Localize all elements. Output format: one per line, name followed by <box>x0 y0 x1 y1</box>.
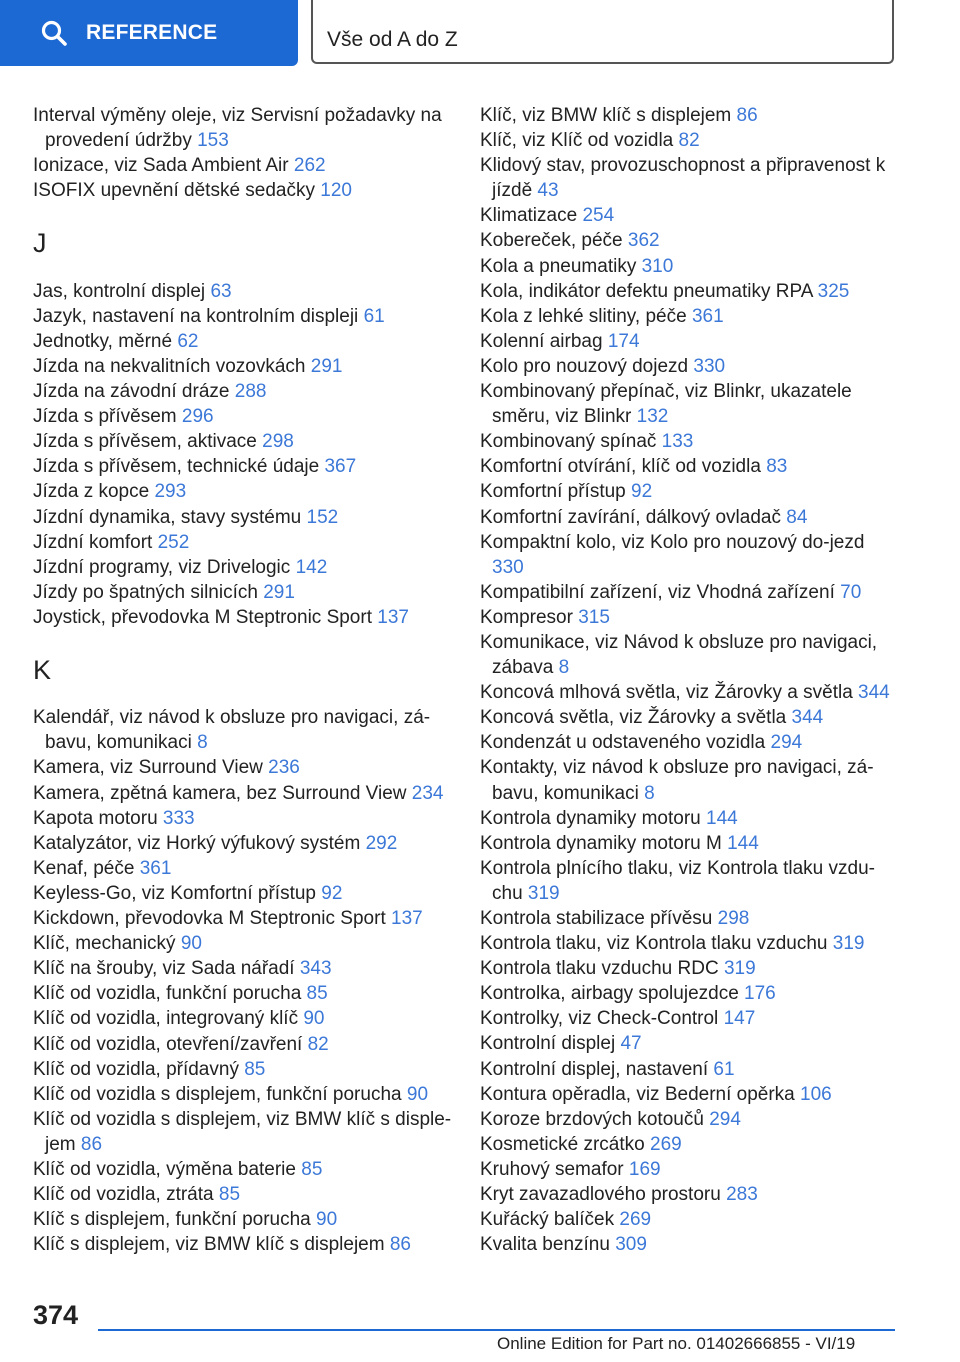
index-page-link[interactable]: 106 <box>800 1083 832 1105</box>
index-page-link[interactable]: 298 <box>717 908 750 929</box>
index-entry-text: Ionizace, viz Sada Ambient Air <box>33 155 289 177</box>
index-entry <box>480 429 900 454</box>
index-entry <box>33 580 453 605</box>
index-entry-text: Kontrola dynamiky motoru M <box>480 832 722 854</box>
index-page-link[interactable]: 85 <box>244 1058 266 1080</box>
index-entry <box>480 454 900 479</box>
index-page-link[interactable]: 144 <box>706 807 738 829</box>
reference-tab-label: REFERENCE <box>86 21 218 44</box>
index-page-link[interactable]: 82 <box>307 1033 329 1055</box>
index-entry <box>33 153 453 178</box>
index-entry <box>33 103 453 153</box>
index-entry-text: Kompresor <box>480 606 573 628</box>
index-page-link[interactable]: 343 <box>299 958 332 980</box>
index-page-link[interactable]: 85 <box>306 983 328 1005</box>
index-page-link[interactable]: 47 <box>620 1033 642 1055</box>
index-entry <box>480 279 900 304</box>
index-entry <box>480 153 900 203</box>
index-entry-text: Kontrolní displej <box>480 1033 616 1055</box>
index-entry <box>480 981 900 1006</box>
index-entry-text: Kenaf, péče <box>33 857 135 879</box>
index-page-link[interactable]: 309 <box>615 1234 647 1256</box>
index-entry <box>33 931 453 956</box>
index-entry-text: Kontrolní displej, nastavení <box>480 1058 709 1080</box>
index-entry <box>480 505 900 530</box>
index-entry-text: Komunikace, viz Návod k obsluze pro navigaci, zábava <box>480 631 878 679</box>
index-entry-text: Klíč od vozidla, otevření/zavření <box>33 1033 303 1055</box>
index-entry-text: Kamera, zpětná kamera, bez Surround View <box>33 782 407 804</box>
index-entry-text: Jazyk, nastavení na kontrolním displeji <box>33 305 359 327</box>
page-header <box>0 0 960 66</box>
index-page-link[interactable]: 330 <box>492 556 524 578</box>
index-entry-text: Kompatibilní zařízení, viz Vhodná zařízení <box>480 581 835 603</box>
index-page-link[interactable]: 90 <box>180 933 202 955</box>
index-page-link[interactable]: 254 <box>582 205 615 227</box>
index-entry <box>480 304 900 329</box>
index-entry <box>33 831 453 856</box>
index-entry-text: Klíč od vozidla, ztráta <box>33 1184 214 1206</box>
index-entry <box>480 906 900 931</box>
index-page-link[interactable]: 92 <box>321 882 343 904</box>
index-entry <box>33 479 453 504</box>
index-letter-heading: J <box>33 228 47 259</box>
index-entry <box>480 379 900 429</box>
index-entry <box>33 354 453 379</box>
index-entry-text: Kvalita benzínu <box>480 1234 610 1256</box>
index-entry-text: Klidový stav, provozuschopnost a připravenost k jízdě <box>480 155 886 202</box>
index-page-link[interactable]: 92 <box>631 481 653 503</box>
index-entry-text: Kamera, viz Surround View <box>33 757 263 779</box>
index-entry <box>480 530 900 580</box>
index-entry-text: Kontrola dynamiky motoru <box>480 807 701 829</box>
index-page-link[interactable]: 120 <box>320 180 352 202</box>
index-entry <box>33 555 453 580</box>
index-entry-text: Kuřácký balíček <box>480 1209 615 1231</box>
index-entry-text: Koncová světla, viz Žárovky a světla <box>480 707 787 729</box>
index-entry-text: Kombinovaný přepínač, viz Blinkr, ukazatele směru, viz Blinkr <box>480 381 852 428</box>
index-entry <box>33 755 453 780</box>
index-page-link[interactable]: 132 <box>636 406 669 428</box>
footer-edition: Online Edition for Part no. 01402666855 - VI/19 <box>497 1334 856 1353</box>
index-page-link[interactable]: 330 <box>693 355 726 377</box>
index-entry <box>480 630 900 680</box>
index-entry-text: Jízda s přívěsem, technické údaje <box>33 456 320 478</box>
index-entry <box>33 1207 453 1232</box>
index-entry-text: Koncová mlhová světla, viz Žárovky a světla <box>480 682 853 704</box>
index-page-link[interactable]: 236 <box>268 757 300 779</box>
index-entry <box>480 680 900 705</box>
index-entry-text: Klíč s displejem, funkční porucha <box>33 1209 311 1231</box>
index-page-link[interactable]: 252 <box>157 531 190 553</box>
index-entry <box>33 705 453 755</box>
index-entry <box>480 1057 900 1082</box>
index-entry-text: Klíč, viz Klíč od vozidla <box>480 130 674 152</box>
index-page-link[interactable]: 63 <box>210 280 232 302</box>
section-title-box <box>311 0 894 64</box>
index-page-link[interactable]: 325 <box>817 280 850 302</box>
index-entry <box>33 279 453 304</box>
index-page-link[interactable]: 153 <box>197 130 229 152</box>
index-page-link[interactable]: 174 <box>607 330 640 352</box>
index-entry <box>33 454 453 479</box>
index-entry-text: Jízdy po špatných silnicích <box>33 581 258 603</box>
index-entry <box>33 881 453 906</box>
index-page-link[interactable]: 137 <box>391 908 423 930</box>
index-entry-text: Jízdní programy, viz Drivelogic <box>33 556 291 578</box>
index-entry-text: Klíč od vozidla, přídavný <box>33 1058 239 1080</box>
index-entry-text: Kickdown, převodovka M Steptronic Sport <box>33 908 386 930</box>
index-page-link[interactable]: 291 <box>310 355 343 377</box>
index-entry <box>480 203 900 228</box>
index-entry-text: Koroze brzdových kotoučů <box>480 1108 704 1130</box>
index-page-link[interactable]: 142 <box>295 556 328 578</box>
index-entry <box>480 254 900 279</box>
index-entry-text: Kolo pro nouzový dojezd <box>480 355 689 377</box>
index-page-link[interactable]: 8 <box>197 732 208 754</box>
index-entry-text: Klíč od vozidla, výměna baterie <box>33 1158 296 1180</box>
index-entry <box>480 1082 900 1107</box>
index-entry <box>480 956 900 981</box>
index-page-link[interactable]: 8 <box>644 782 655 804</box>
index-entry-text: Kapota motoru <box>33 807 158 829</box>
index-column-left <box>33 103 453 1257</box>
index-entry <box>480 806 900 831</box>
index-entry <box>33 1157 453 1182</box>
index-entry-text: Kondenzát u odstaveného vozidla <box>480 732 766 754</box>
index-entry <box>480 580 900 605</box>
page-number: 374 <box>33 1300 79 1330</box>
index-entry-text: Kruhový semafor <box>480 1158 624 1180</box>
reference-tab[interactable] <box>0 0 298 66</box>
index-entry <box>33 505 453 530</box>
index-entry-text: Klíč od vozidla s displejem, funkční porucha <box>33 1083 402 1105</box>
index-page-link[interactable]: 333 <box>162 807 195 829</box>
index-page-link[interactable]: 315 <box>578 606 610 628</box>
index-page-link[interactable]: 70 <box>840 581 862 603</box>
index-entry <box>33 781 453 806</box>
index-entry-text: Kontrolka, airbagy spolujezdce <box>480 983 739 1005</box>
index-entry <box>480 1207 900 1232</box>
index-page-link[interactable]: 344 <box>791 707 824 729</box>
section-title: Vše od A do Z <box>327 28 458 51</box>
index-entry-text: Kontrola tlaku, viz Kontrola tlaku vzduchu <box>480 933 828 955</box>
index-page-link[interactable]: 169 <box>628 1158 661 1180</box>
index-entry <box>33 1006 453 1031</box>
index-page-link[interactable]: 234 <box>411 782 444 804</box>
index-entry <box>480 1006 900 1031</box>
index-entry-text: Klimatizace <box>480 205 578 227</box>
index-entry-text: Jednotky, měrné <box>33 330 173 352</box>
index-entry-text: Klíč od vozidla, integrovaný klíč <box>33 1008 299 1030</box>
index-page-link[interactable]: 298 <box>262 431 294 453</box>
index-entry-text: Kola z lehké slitiny, péče <box>480 305 687 327</box>
index-entry-text: Jízdní komfort <box>33 531 153 553</box>
index-entry-text: Komfortní otvírání, klíč od vozidla <box>480 456 761 478</box>
index-entry <box>33 981 453 1006</box>
index-entry <box>480 605 900 630</box>
index-column-right <box>480 103 900 1257</box>
index-entry-text: Kobereček, péče <box>480 230 623 252</box>
index-entry <box>33 906 453 931</box>
index-entry-text: Komfortní přístup <box>480 481 626 503</box>
index-entry <box>480 103 900 128</box>
index-entry-text: Klíč, viz BMW klíč s displejem <box>480 105 732 126</box>
index-page-link[interactable]: 269 <box>619 1209 652 1231</box>
index-entry-text: Kompaktní kolo, viz Kolo pro nouzový do-jezd <box>480 531 865 553</box>
index-entry-text: Kryt zavazadlového prostoru <box>480 1184 721 1206</box>
index-page-link[interactable]: 288 <box>234 381 267 403</box>
index-entry <box>480 1157 900 1182</box>
index-page-link[interactable]: 85 <box>301 1158 323 1180</box>
index-page-link[interactable]: 361 <box>691 305 724 327</box>
index-entry <box>33 530 453 555</box>
index-entry <box>33 404 453 429</box>
index-page-link[interactable]: 61 <box>363 305 385 327</box>
index-entry-text: Kontrola stabilizace přívěsu <box>480 908 713 929</box>
index-entry-text: Klíč, mechanický <box>33 933 176 955</box>
index-entry-text: Katalyzátor, viz Horký výfukový systém <box>33 832 361 854</box>
search-icon <box>40 19 68 47</box>
index-entry <box>33 1182 453 1207</box>
index-entry-text: Interval výměny oleje, viz Servisní požadavky na provedení údržby <box>33 105 442 152</box>
index-letter-heading: K <box>33 654 52 685</box>
index-entry <box>480 1182 900 1207</box>
index-page-link[interactable]: 61 <box>713 1058 735 1080</box>
index-entry <box>33 329 453 354</box>
index-entry <box>33 1107 453 1157</box>
index-entry-text: Klíč na šrouby, viz Sada nářadí <box>33 958 295 980</box>
index-page-link[interactable]: 84 <box>786 506 808 528</box>
index-entry-text: Jízdní dynamika, stavy systému <box>33 506 302 528</box>
index-entry <box>33 1032 453 1057</box>
index-entry-text: Kontakty, viz návod k obsluze pro navigaci, zá-bavu, komunikaci <box>480 757 874 804</box>
index-entry <box>480 1232 900 1257</box>
index-entry <box>480 755 900 805</box>
index-page-link[interactable]: 8 <box>558 657 570 679</box>
index-entry <box>33 178 453 203</box>
index-entry-text: Jízda z kopce <box>33 481 150 503</box>
index-entry <box>480 1132 900 1157</box>
index-entry-text: Kalendář, viz návod k obsluze pro navigaci, zá-bavu, komunikaci <box>33 707 431 754</box>
index-entry-text: Kola, indikátor defektu pneumatiky RPA <box>480 280 813 302</box>
index-page-link[interactable]: 294 <box>770 732 803 754</box>
index-entry-text: Joystick, převodovka M Steptronic Sport <box>33 606 372 628</box>
index-entry <box>480 354 900 379</box>
index-entry <box>33 429 453 454</box>
index-page-link[interactable]: 283 <box>726 1184 758 1206</box>
index-entry-text: Jízda s přívěsem <box>33 406 177 428</box>
index-page-link[interactable]: 147 <box>723 1008 756 1030</box>
index-page-link[interactable]: 367 <box>324 456 357 478</box>
index-entry <box>480 931 900 956</box>
index-page-link[interactable]: 293 <box>154 481 187 503</box>
index-entry-text: Jas, kontrolní displej <box>33 280 206 302</box>
index-page-link[interactable]: 152 <box>306 506 339 528</box>
index-entry-text: Klíč od vozidla s displejem, viz BMW klíč s disple-jem <box>33 1108 452 1155</box>
footer-divider <box>98 1329 895 1331</box>
index-entry <box>33 304 453 329</box>
index-page-link[interactable]: 82 <box>678 130 700 152</box>
index-entry-text: Jízda na nekvalitních vozovkách <box>33 355 306 377</box>
index-entry <box>480 128 900 153</box>
index-page-link[interactable]: 291 <box>263 581 295 603</box>
index-entry <box>33 1082 453 1107</box>
index-entry-text: Klíč od vozidla, funkční porucha <box>33 983 302 1005</box>
index-page-link[interactable]: 86 <box>736 105 758 126</box>
index-page-link[interactable]: 85 <box>218 1184 241 1206</box>
index-page-link[interactable]: 144 <box>727 832 759 854</box>
index-entry-text: Kola a pneumatiky <box>480 255 637 277</box>
index-entry-text: Kosmetické zrcátko <box>480 1133 645 1155</box>
index-page-link[interactable]: 344 <box>858 682 890 704</box>
index-page-link[interactable]: 90 <box>316 1209 338 1231</box>
index-entry-text: Kontura opěradla, viz Bederní opěrka <box>480 1083 795 1105</box>
index-page-link[interactable]: 362 <box>627 230 660 252</box>
index-entry <box>33 806 453 831</box>
index-entry <box>480 479 900 504</box>
index-entry-text: Jízda s přívěsem, aktivace <box>33 431 257 453</box>
index-entry <box>33 856 453 881</box>
index-page-link[interactable]: 86 <box>389 1234 411 1256</box>
index-page-link[interactable]: 83 <box>766 456 788 478</box>
index-page-link[interactable]: 137 <box>377 606 409 628</box>
index-entry-text: Kolenní airbag <box>480 330 603 352</box>
index-entry <box>480 831 900 856</box>
index-entry <box>480 856 900 906</box>
index-entry <box>33 605 453 630</box>
index-page-link[interactable]: 319 <box>527 882 560 904</box>
index-page-link[interactable]: 296 <box>181 406 214 428</box>
index-entry <box>33 1057 453 1082</box>
index-page-link[interactable]: 310 <box>641 255 674 277</box>
index-entry-text: Klíč s displejem, viz BMW klíč s displejem <box>33 1234 385 1256</box>
index-page-link[interactable]: 62 <box>177 330 199 352</box>
index-page-link[interactable]: 319 <box>832 933 865 955</box>
index-page-link[interactable]: 90 <box>406 1083 429 1105</box>
index-entry <box>33 1232 453 1257</box>
index-page-link[interactable]: 176 <box>744 983 776 1005</box>
index-entry <box>480 705 900 730</box>
index-page-link[interactable]: 90 <box>303 1008 325 1030</box>
index-entry-text: ISOFIX upevnění dětské sedačky <box>33 180 315 202</box>
index-entry-text: Komfortní zavírání, dálkový ovladač <box>480 506 781 528</box>
index-entry-text: Jízda na závodní dráze <box>33 381 230 403</box>
index-page-link[interactable]: 361 <box>139 857 172 879</box>
index-entry-text: Kontrola plnícího tlaku, viz Kontrola tlaku vzdu-chu <box>480 857 875 904</box>
index-page-link[interactable]: 262 <box>293 155 326 177</box>
index-entry <box>33 379 453 404</box>
index-entry <box>480 1031 900 1056</box>
index-entry-text: Kontrolky, viz Check-Control <box>480 1008 719 1030</box>
index-entry <box>33 956 453 981</box>
index-page-link[interactable]: 43 <box>537 180 559 202</box>
index-page-link[interactable]: 133 <box>661 431 694 453</box>
index-entry-text: Keyless-Go, viz Komfortní přístup <box>33 882 316 904</box>
index-page-link[interactable]: 294 <box>709 1108 741 1130</box>
index-entry-text: Kombinovaný spínač <box>480 431 657 453</box>
index-entry <box>480 228 900 253</box>
index-page-link[interactable]: 319 <box>723 958 756 980</box>
index-entry <box>480 1107 900 1132</box>
index-page-link[interactable]: 292 <box>365 832 398 854</box>
index-entry-text: Kontrola tlaku vzduchu RDC <box>480 958 719 980</box>
index-entry <box>480 329 900 354</box>
index-page-link[interactable]: 86 <box>80 1133 103 1155</box>
index-entry <box>480 730 900 755</box>
index-page-link[interactable]: 269 <box>650 1133 682 1155</box>
